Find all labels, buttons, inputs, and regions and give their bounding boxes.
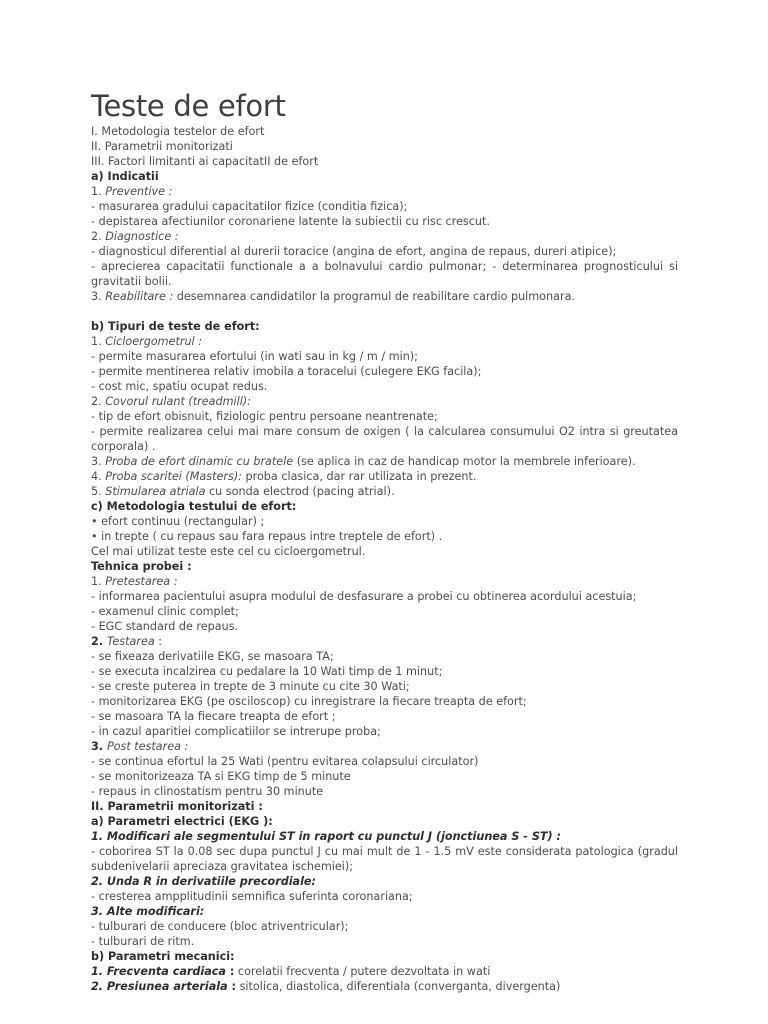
text-line: - in cazul aparitiei complicatiilor se intrerupe proba; <box>91 725 381 738</box>
item-text: : <box>154 635 163 648</box>
item-number: 5. <box>91 485 106 498</box>
document-page <box>91 88 678 994</box>
item-label: Cicloergometrul : <box>105 335 202 348</box>
text-line: - se creste puterea in trepte de 3 minute cu cite 30 Wati; <box>91 680 410 693</box>
subsection-heading: 1. Modificari ale segmentului ST in raport cu punctul J (jonctiunea S - ST) : <box>91 830 561 843</box>
item-number: 1. <box>91 185 106 198</box>
item-number: 1. <box>91 335 106 348</box>
page-title: Teste de efort <box>91 89 286 123</box>
text-line: - cresterea ampplitudinii semnifica suferinta coronariana; <box>91 890 413 903</box>
item-label: Preventive : <box>105 185 173 198</box>
section-heading: a) Parametri electrici (EKG ): <box>91 815 273 828</box>
text-line: I. Metodologia testelor de efort <box>91 125 265 138</box>
section-heading: b) Tipuri de teste de efort: <box>91 320 260 333</box>
text-line: - masurarea gradului capacitatilor fizice (conditia fizica); <box>91 200 408 213</box>
paragraph: - permite realizarea celui mai mare consum de oxigen ( la calcularea consumului O2 intra si greutatea corporala) . <box>91 425 678 453</box>
paragraph: - coborirea ST la 0.08 sec dupa punctul J cu mai mult de 1 - 1.5 mV este considerata patologica (gradul subdenivelarii apreciaza gravitatea ischemiei); <box>91 845 678 873</box>
document-body <box>91 124 678 994</box>
numbered-item <box>91 334 678 349</box>
text-line: • in trepte ( cu repaus sau fara repaus intre treptele de efort) . <box>91 530 443 543</box>
text-line: Cel mai utilizat teste este cel cu cicloergometrul. <box>91 545 366 558</box>
item-label: Reabilitare : <box>105 290 174 303</box>
parameter-item <box>91 979 678 994</box>
item-number: 3. <box>91 455 106 468</box>
text-line: - tulburari de ritm. <box>91 935 195 948</box>
item-label: Diagnostice : <box>105 230 179 243</box>
item-text: sitolica, diastolica, diferentiala (converganta, divergenta) <box>236 980 561 993</box>
text-line: - examenul clinic complet; <box>91 605 239 618</box>
paragraph: - aprecierea capacitatii functionale a a bolnavului cardio pulmonar; - determinarea prognosticului si gravitatii bolii. <box>91 260 678 288</box>
blank-line <box>91 304 678 319</box>
text-line: - monitorizarea EKG (pe osciloscop) cu inregistrare la fiecare treapta de efort; <box>91 695 527 708</box>
text-line: - se monitorizeaza TA si EKG timp de 5 minute <box>91 770 351 783</box>
section-heading: II. Parametrii monitorizati : <box>91 800 263 813</box>
item-text: proba clasica, dar rar utilizata in prezent. <box>241 470 477 483</box>
item-label: 1. Frecventa cardiaca <box>91 965 226 978</box>
text-line: - permite masurarea efortului (in wati sau in kg / m / min); <box>91 350 418 363</box>
item-number: 2. <box>91 635 107 648</box>
text-line: • efort continuu (rectangular) ; <box>91 515 265 528</box>
text-line: - EGC standard de repaus. <box>91 620 239 633</box>
text-line: - se masoara TA la fiecare treapta de efort ; <box>91 710 336 723</box>
numbered-item <box>91 739 678 754</box>
text-line: - se continua efortul la 25 Wati (pentru evitarea colapsului circulator) <box>91 755 479 768</box>
item-number: 2. <box>91 230 106 243</box>
parameter-item <box>91 964 678 979</box>
item-label: Proba scaritei (Masters): <box>105 470 242 483</box>
text-line: III. Factori limitanti ai capacitatII de efort <box>91 155 319 168</box>
item-label: 2. Presiunea arteriala <box>91 980 228 993</box>
section-heading: Tehnica probei : <box>91 560 192 573</box>
text-line: - diagnosticul diferential al durerii toracice (angina de efort, angina de repaus, dureri atipice); <box>91 245 617 258</box>
subsection-heading: 2. Unda R in derivatiile precordiale: <box>91 875 316 888</box>
item-label: Covorul rulant (treadmill): <box>105 395 251 408</box>
item-label: Stimularea atriala <box>105 485 206 498</box>
item-number: 2. <box>91 395 106 408</box>
numbered-item <box>91 469 678 484</box>
text-line: - cost mic, spatiu ocupat redus. <box>91 380 268 393</box>
item-number: 4. <box>91 470 106 483</box>
text-line: - informarea pacientului asupra modului de desfasurare a probei cu obtinerea acordului acestuia; <box>91 590 637 603</box>
numbered-item <box>91 394 678 409</box>
item-number: 3. <box>91 740 107 753</box>
item-text: corelatii frecventa / putere dezvoltata in wati <box>234 965 491 978</box>
section-heading: a) Indicatii <box>91 170 159 183</box>
text-line: - repaus in clinostatism pentru 30 minute <box>91 785 324 798</box>
numbered-item <box>91 634 678 649</box>
numbered-item <box>91 289 678 304</box>
numbered-item <box>91 574 678 589</box>
text-line: - permite mentinerea relativ imobila a toracelui (culegere EKG facila); <box>91 365 482 378</box>
text-line: II. Parametrii monitorizati <box>91 140 233 153</box>
numbered-item <box>91 484 678 499</box>
item-number: 1. <box>91 575 106 588</box>
subsection-heading: 3. Alte modificari: <box>91 905 205 918</box>
item-number: 3. <box>91 290 106 303</box>
text-line: - depistarea afectiunilor coronariene latente la subiectii cu risc crescut. <box>91 215 490 228</box>
item-label: Pretestarea : <box>105 575 178 588</box>
numbered-item <box>91 454 678 469</box>
numbered-item <box>91 229 678 244</box>
text-line: - tulburari de conducere (bloc atriventricular); <box>91 920 349 933</box>
item-text: cu sonda electrod (pacing atrial). <box>205 485 395 498</box>
item-separator: : <box>226 965 235 978</box>
section-heading: b) Parametri mecanici: <box>91 950 235 963</box>
text-line: - tip de efort obisnuit, fiziologic pentru persoane neantrenate; <box>91 410 438 423</box>
item-label: Post testarea : <box>106 740 189 753</box>
item-separator: : <box>227 980 237 993</box>
text-line: - se executa incalzirea cu pedalare la 10 Wati timp de 1 minut; <box>91 665 443 678</box>
item-text: (se aplica in caz de handicap motor la membrele inferioare). <box>293 455 636 468</box>
item-label: Proba de efort dinamic cu bratele <box>105 455 294 468</box>
section-heading: c) Metodologia testului de efort: <box>91 500 297 513</box>
numbered-item <box>91 184 678 199</box>
item-label: Testarea <box>106 635 155 648</box>
text-line: - se fixeaza derivatiile EKG, se masoara TA; <box>91 650 334 663</box>
item-text: desemnarea candidatilor la programul de reabilitare cardio pulmonara. <box>173 290 575 303</box>
